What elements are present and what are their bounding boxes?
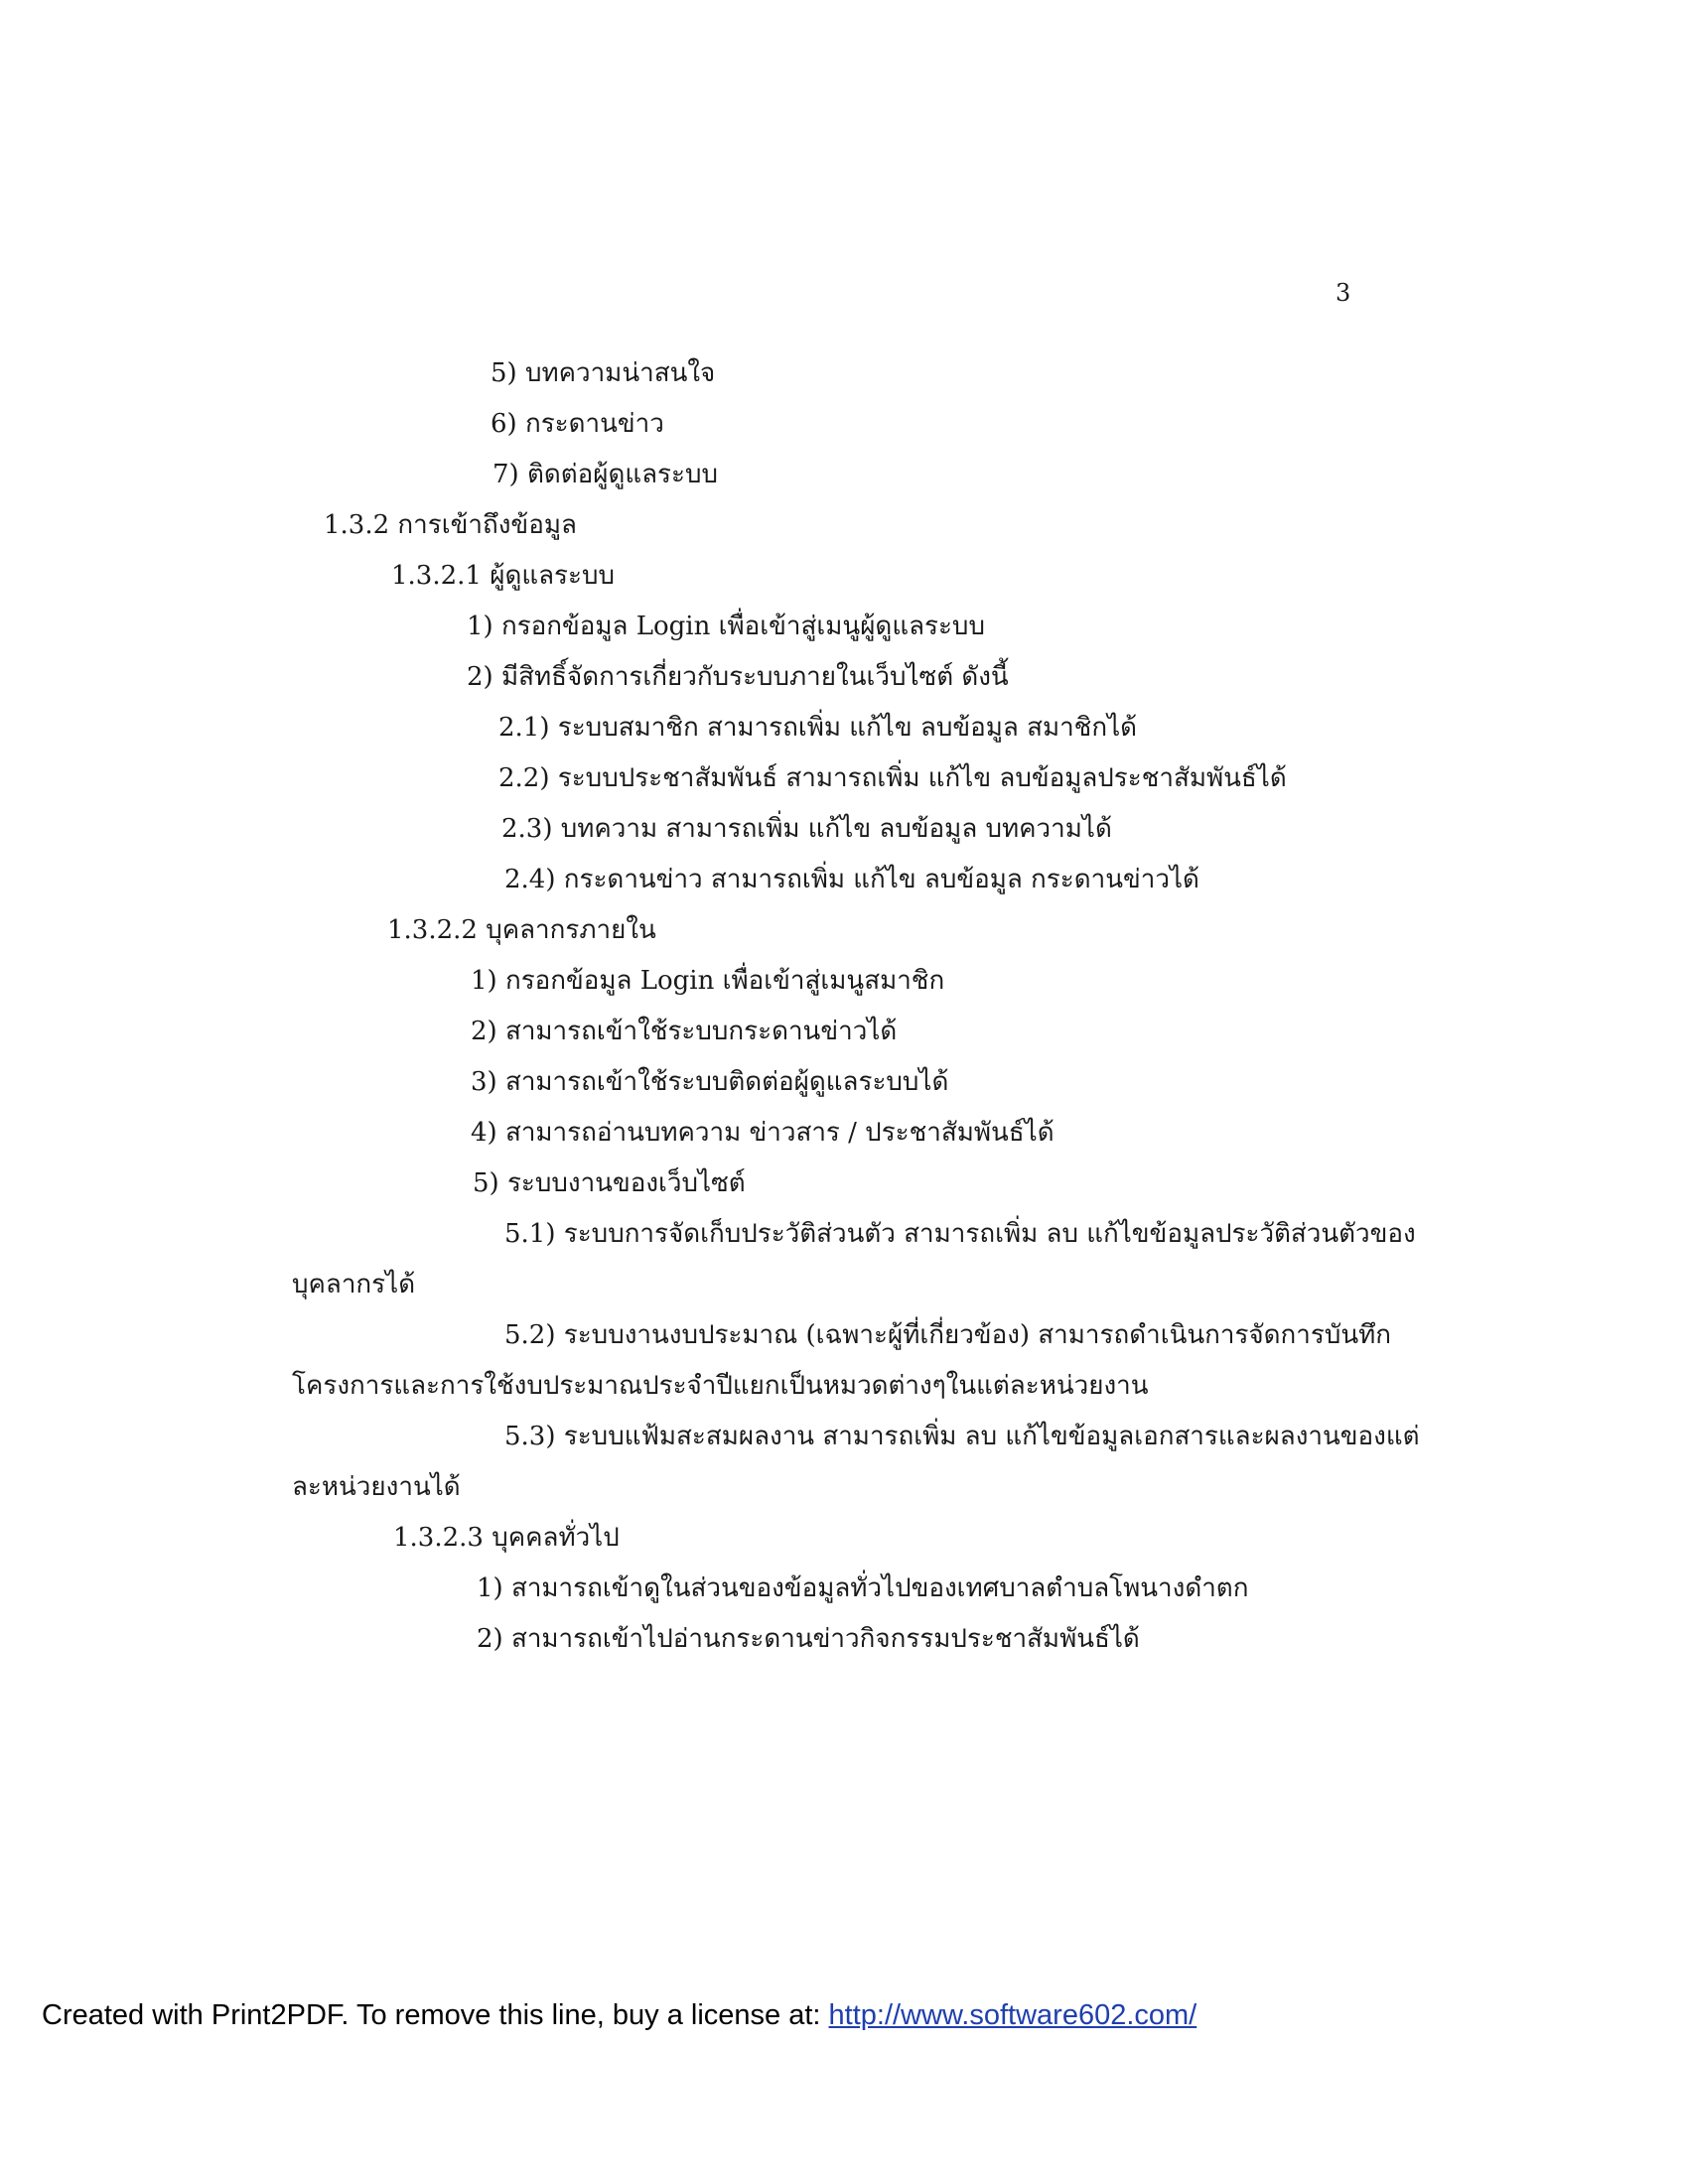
text-line: 2.3) บทความ สามารถเพิ่ม แก้ไข ลบข้อมูล บทความได้ — [501, 814, 1112, 844]
section-heading: 1.3.2 การเข้าถึงข้อมูล — [324, 510, 577, 540]
text-line: 5) บทความน่าสนใจ — [491, 358, 716, 388]
footer-text: Created with Print2PDF. To remove this line, buy a license at: — [42, 1999, 829, 2031]
text-line: 5.2) ระบบงานงบประมาณ (เฉพาะผู้ที่เกี่ยวข้อง) สามารถดำเนินการจัดการบันทึก — [504, 1320, 1392, 1350]
text-line: 5) ระบบงานของเว็บไซต์ — [473, 1168, 746, 1198]
text-line: 1) กรอกข้อมูล Login เพื่อเข้าสู่เมนูสมาชิก — [471, 966, 945, 996]
text-line: 2.4) กระดานข่าว สามารถเพิ่ม แก้ไข ลบข้อมูล กระดานข่าวได้ — [504, 865, 1199, 894]
text-line: 1) สามารถเข้าดูในส่วนของข้อมูลทั่วไปของเทศบาลตำบลโพนางดำตก — [477, 1573, 1249, 1603]
text-line: 1) กรอกข้อมูล Login เพื่อเข้าสู่เมนูผู้ดูแลระบบ — [467, 612, 985, 641]
text-line: 4) สามารถอ่านบทความ ข่าวสาร / ประชาสัมพันธ์ได้ — [471, 1118, 1055, 1148]
text-line: 2) สามารถเข้าไปอ่านกระดานข่าวกิจกรรมประชาสัมพันธ์ได้ — [477, 1624, 1140, 1654]
text-line: 5.1) ระบบการจัดเก็บประวัติส่วนตัว สามารถเพิ่ม ลบ แก้ไขข้อมูลประวัติส่วนตัวของ — [504, 1219, 1416, 1249]
license-link[interactable]: http://www.software602.com/ — [828, 1999, 1197, 2031]
text-line: โครงการและการใช้งบประมาณประจำปีแยกเป็นหมวดต่างๆในแต่ละหน่วยงาน — [292, 1371, 1149, 1401]
text-line: 7) ติดต่อผู้ดูแลระบบ — [492, 460, 718, 489]
print2pdf-footer — [42, 1997, 1196, 2033]
text-line: 6) กระดานข่าว — [491, 409, 664, 439]
subsection-heading: 1.3.2.1 ผู้ดูแลระบบ — [391, 561, 615, 591]
subsection-heading: 1.3.2.3 บุคคลทั่วไป — [393, 1523, 620, 1553]
text-line: บุคลากรได้ — [292, 1270, 416, 1299]
text-line: 5.3) ระบบแฟ้มสะสมผลงาน สามารถเพิ่ม ลบ แก้ไขข้อมูลเอกสารและผลงานของแต่ — [504, 1422, 1420, 1451]
text-line: 2.1) ระบบสมาชิก สามารถเพิ่ม แก้ไข ลบข้อมูล สมาชิกได้ — [498, 713, 1138, 743]
subsection-heading: 1.3.2.2 บุคลากรภายใน — [387, 915, 656, 945]
text-line: ละหน่วยงานได้ — [292, 1472, 461, 1502]
text-line: 2) สามารถเข้าใช้ระบบกระดานข่าวได้ — [471, 1017, 898, 1046]
page-number: 3 — [1336, 279, 1351, 307]
text-line: 3) สามารถเข้าใช้ระบบติดต่อผู้ดูแลระบบได้ — [471, 1067, 949, 1097]
text-line: 2) มีสิทธิ์จัดการเกี่ยวกับระบบภายในเว็บไซต์ ดังนี้ — [467, 662, 1009, 692]
text-line: 2.2) ระบบประชาสัมพันธ์ สามารถเพิ่ม แก้ไข ลบข้อมูลประชาสัมพันธ์ได้ — [498, 763, 1287, 793]
